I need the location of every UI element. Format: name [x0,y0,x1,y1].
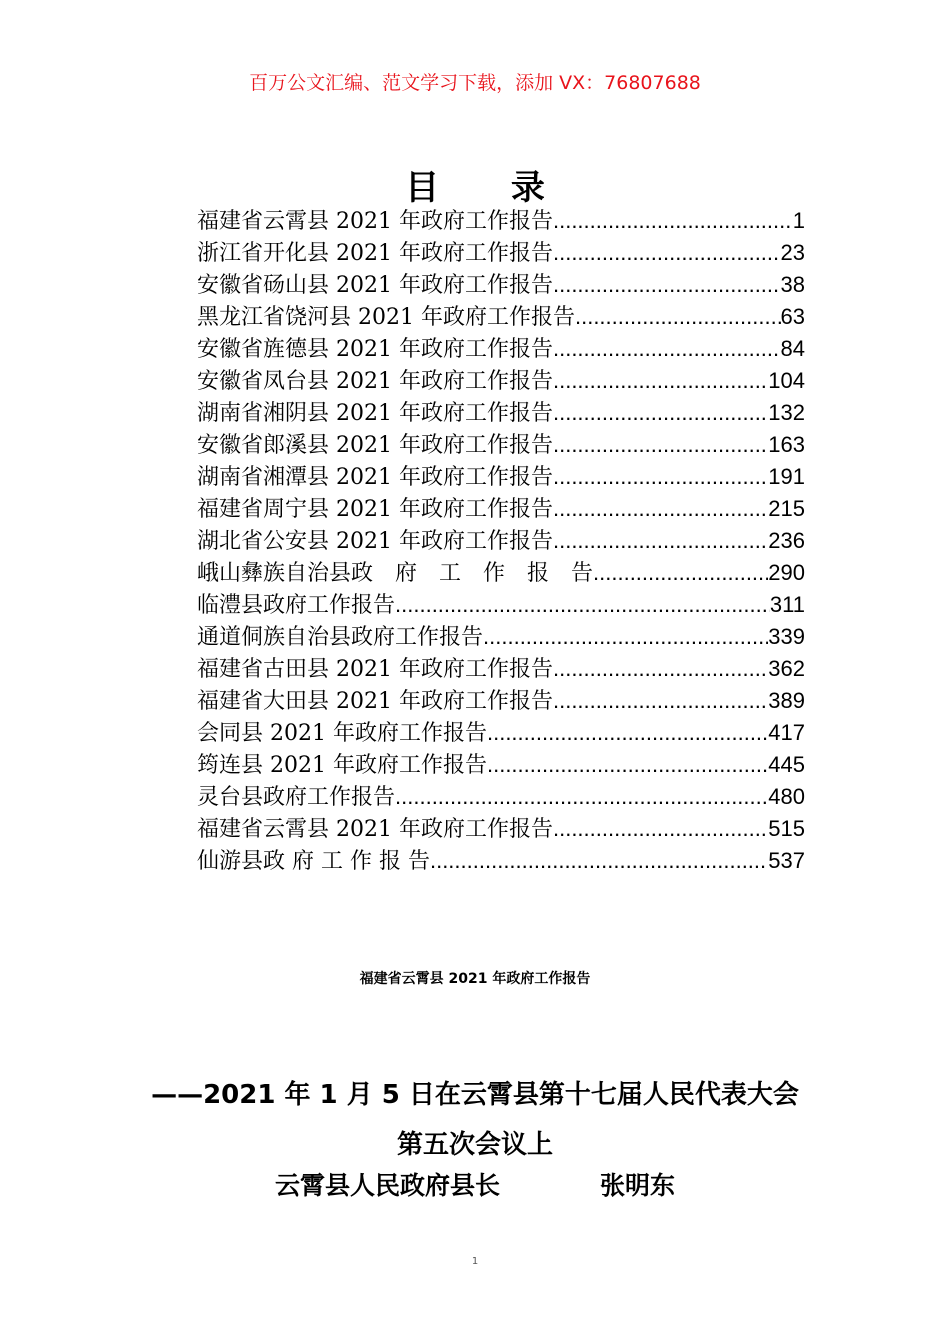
toc-entry-name: 筠连县 2021 年政府工作报告 [197,753,487,778]
toc-entry-page: 362 [768,656,805,681]
toc-entry-name: 安徽省凤台县 2021 年政府工作报告 [197,369,553,394]
toc-entry[interactable] [197,748,805,780]
toc-entry[interactable] [197,716,805,748]
toc-entry-name: 安徽省旌德县 2021 年政府工作报告 [197,337,553,362]
toc-entry-page: 480 [768,784,805,809]
toc-dot-leader [430,848,768,874]
toc-entry-name: 黑龙江省饶河县 2021 年政府工作报告 [197,305,575,330]
toc-entry-page: 445 [768,752,805,777]
toc-dot-leader [553,336,781,362]
toc-entry[interactable] [197,268,805,300]
footer-page-number: 1 [471,1256,479,1267]
toc-entry[interactable] [197,588,805,620]
toc-entry-page: 215 [768,496,805,521]
toc-entry[interactable] [197,812,805,844]
toc-entry-page: 84 [780,336,805,361]
toc-entry-page: 191 [768,464,805,489]
toc-entry-name: 湖南省湘阴县 2021 年政府工作报告 [197,401,553,426]
speaker-role: 云霄县人民政府县长 [274,1171,500,1200]
speaker-name: 张明东 [600,1171,676,1200]
toc-entry-page: 515 [768,816,805,841]
table-of-contents [197,204,805,876]
toc-entry-name: 福建省古田县 2021 年政府工作报告 [197,657,553,682]
toc-dot-leader [553,464,768,490]
report-title: 福建省云霄县 2021 年政府工作报告 [359,971,591,987]
toc-entry-name: 福建省云霄县 2021 年政府工作报告 [197,209,553,234]
toc-entry-name: 仙游县政 府 工 作 报 告 [197,849,430,874]
toc-dot-leader [487,752,768,778]
toc-entry-page: 311 [769,592,805,617]
toc-entry-name: 安徽省郎溪县 2021 年政府工作报告 [197,433,553,458]
toc-entry-name: 临澧县政府工作报告 [197,593,396,618]
toc-entry[interactable] [197,236,805,268]
toc-entry-name: 浙江省开化县 2021 年政府工作报告 [197,241,553,266]
toc-entry[interactable] [197,428,805,460]
toc-entry[interactable] [197,396,805,428]
toc-dot-leader [553,688,768,714]
toc-dot-leader [395,592,770,618]
toc-entry-name: 湖北省公安县 2021 年政府工作报告 [197,529,553,554]
toc-entry-page: 537 [768,848,805,873]
toc-entry-page: 104 [768,368,805,393]
toc-dot-leader [553,368,768,394]
toc-entry-name: 峨山彝族自治县政 府 工 作 报 告 [197,561,594,586]
toc-entry-name: 福建省大田县 2021 年政府工作报告 [197,689,553,714]
toc-entry-page: 38 [780,272,805,297]
toc-entry[interactable] [197,364,805,396]
toc-dot-leader [553,496,768,522]
report-subtitle: ——2021 年 1 月 5 日在云霄县第十七届人民代表大会第五次会议上 [151,1080,799,1160]
toc-entry[interactable] [197,556,805,588]
toc-dot-leader [553,400,768,426]
toc-entry-name: 会同县 2021 年政府工作报告 [197,721,487,746]
toc-entry[interactable] [197,300,805,332]
toc-entry-page: 163 [768,432,805,457]
toc-entry-page: 236 [768,528,805,553]
speaker-line [0,1166,950,1202]
toc-dot-leader [553,208,793,234]
toc-entry-name: 通道侗族自治县政府工作报告 [197,625,484,650]
toc-entry-name: 湖南省湘潭县 2021 年政府工作报告 [197,465,553,490]
toc-entry-page: 132 [768,400,805,425]
toc-dot-leader [593,560,768,586]
toc-dot-leader [553,528,768,554]
toc-dot-leader [553,656,768,682]
toc-entry[interactable] [197,204,805,236]
header-watermark-note: 百万公文汇编、范文学习下载，添加 VX：76807688 [249,72,701,94]
toc-dot-leader [575,304,781,330]
toc-entry-page: 23 [780,240,805,265]
toc-entry[interactable] [197,780,805,812]
toc-dot-leader [395,784,768,810]
toc-entry[interactable] [197,684,805,716]
toc-title: 目 录 [405,168,575,208]
toc-entry-page: 290 [768,560,805,585]
toc-dot-leader [553,240,781,266]
toc-entry-name: 灵台县政府工作报告 [197,785,396,810]
toc-entry-page: 417 [768,720,805,745]
toc-entry-page: 339 [768,624,805,649]
toc-entry[interactable] [197,332,805,364]
toc-dot-leader [553,272,781,298]
toc-entry[interactable] [197,492,805,524]
toc-entry-page: 389 [768,688,805,713]
toc-dot-leader [487,720,768,746]
toc-entry[interactable] [197,844,805,876]
toc-entry-page: 63 [780,304,805,329]
toc-entry-name: 福建省云霄县 2021 年政府工作报告 [197,817,553,842]
toc-entry[interactable] [197,524,805,556]
toc-entry-page: 1 [792,208,805,233]
toc-entry-name: 福建省周宁县 2021 年政府工作报告 [197,497,553,522]
toc-dot-leader [483,624,768,650]
toc-entry[interactable] [197,620,805,652]
toc-dot-leader [553,432,768,458]
toc-entry[interactable] [197,460,805,492]
toc-entry[interactable] [197,652,805,684]
toc-entry-name: 安徽省砀山县 2021 年政府工作报告 [197,273,553,298]
toc-dot-leader [553,816,768,842]
